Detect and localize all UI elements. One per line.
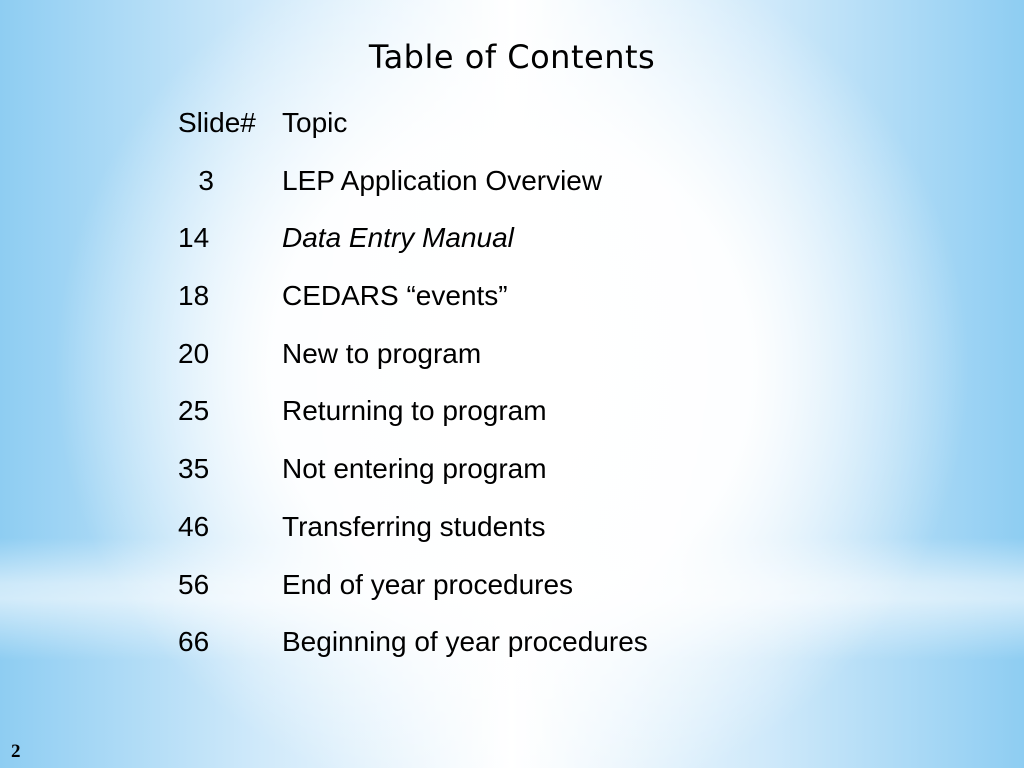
topic-header: Topic [282, 107, 348, 138]
toc-slide-number: 3 [198, 164, 214, 196]
toc-row [178, 506, 778, 564]
toc-topic: Data Entry Manual [282, 222, 514, 254]
toc-topic: Not entering program [282, 453, 547, 485]
table-of-contents [178, 102, 778, 679]
toc-topic: New to program [282, 337, 482, 369]
toc-header-row [178, 102, 778, 160]
toc-slide-number: 18 [178, 280, 210, 312]
toc-row [178, 275, 778, 333]
toc-row [178, 448, 778, 506]
toc-slide-number: 35 [178, 453, 210, 485]
toc-row [178, 160, 778, 218]
toc-topic: CEDARS “events” [282, 280, 508, 312]
toc-slide-number: 25 [178, 395, 210, 427]
toc-topic: LEP Application Overview [282, 164, 603, 196]
toc-slide-number: 46 [178, 510, 210, 542]
toc-slide-number: 20 [178, 337, 210, 369]
toc-slide-number: 66 [178, 626, 210, 658]
toc-row [178, 217, 778, 275]
toc-row [178, 564, 778, 622]
toc-row [178, 333, 778, 391]
toc-topic: End of year procedures [282, 568, 574, 600]
toc-topic: Beginning of year procedures [282, 626, 648, 658]
toc-row [178, 390, 778, 448]
toc-topic: Transferring students [282, 510, 546, 542]
toc-slide-number: 56 [178, 568, 210, 600]
slide-title: Table of Contents [368, 38, 656, 76]
toc-row [178, 621, 778, 679]
page-number: 2 [11, 741, 21, 762]
slide-number-header: Slide# [178, 107, 256, 138]
toc-topic: Returning to program [282, 395, 547, 427]
toc-slide-number: 14 [178, 222, 210, 254]
